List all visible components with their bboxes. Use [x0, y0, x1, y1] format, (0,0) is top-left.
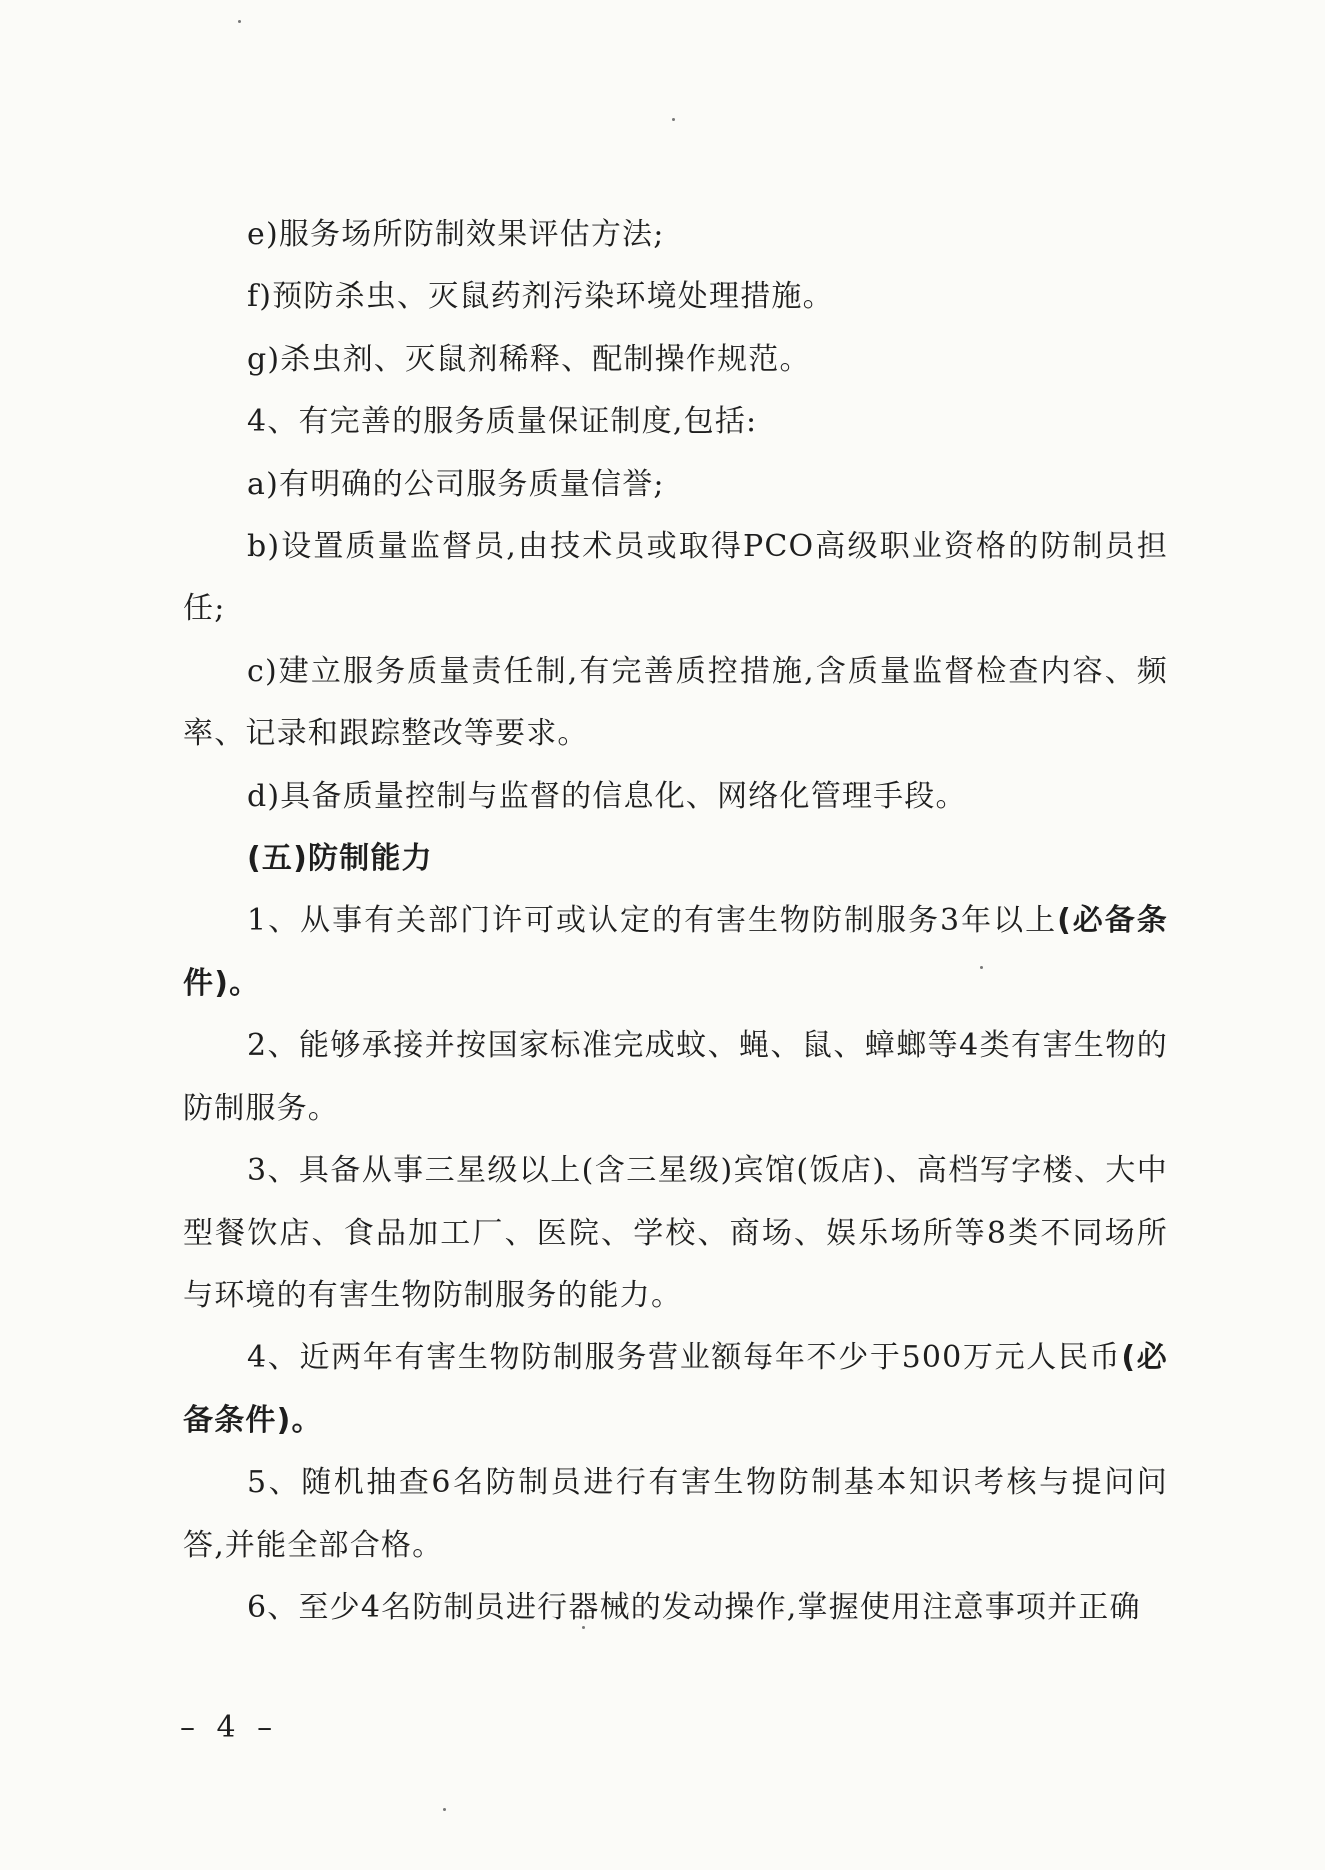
scan-speck	[582, 1626, 585, 1629]
paragraph-3e: e)服务场所防制效果评估方法;	[247, 217, 665, 252]
paragraph-capability-6: 6、至少4名防制员进行器械的发动操作,掌握使用注意事项并正确	[247, 1589, 1141, 1625]
paragraph-text: 1、从事有关部门许可或认定的有害生物防制服务3年以上	[247, 903, 1058, 939]
paragraph-capability-5: 5、随机抽查6名防制员进行有害生物防制基本知识考核与提问问答,并能全部合格。	[183, 1465, 1168, 1563]
scan-speck	[238, 20, 241, 23]
paragraph-4c: c)建立服务质量责任制,有完善质控措施,含质量监督检查内容、频率、记录和跟踪整改等要求。	[183, 653, 1168, 752]
paragraph-3f: f)预防杀虫、灭鼠药剂污染环境处理措施。	[247, 279, 834, 315]
paragraph-capability-1	[183, 890, 1168, 1015]
paragraph-4a: a)有明确的公司服务质量信誉;	[247, 466, 665, 502]
paragraph-3g: g)杀虫剂、灭鼠剂稀释、配制操作规范。	[247, 341, 811, 377]
scan-speck	[980, 966, 983, 969]
paragraph-capability-2: 2、能够承接并按国家标准完成蚊、蝇、鼠、蟑螂等4类有害生物的防制服务。	[183, 1028, 1168, 1126]
document-body	[183, 204, 1168, 1639]
paragraph-4d: d)具备质量控制与监督的信息化、网络化管理手段。	[247, 778, 967, 814]
paragraph-text: 4、近两年有害生物防制服务营业额每年不少于500万元人民币	[247, 1340, 1122, 1376]
paragraph-capability-4	[183, 1327, 1168, 1452]
scan-speck	[672, 118, 675, 121]
section-heading: (五)防制能力	[247, 841, 433, 877]
required-condition-label: (必备条件)。	[183, 1340, 1168, 1438]
scan-speck	[443, 1808, 446, 1811]
paragraph-4b: b)设置质量监督员,由技术员或取得PCO高级职业资格的防制员担任;	[183, 529, 1168, 627]
page-number: – 4 –	[180, 1710, 279, 1745]
required-condition-label: (必备条件)。	[183, 903, 1168, 1001]
paragraph-4: 4、有完善的服务质量保证制度,包括:	[247, 404, 758, 440]
paragraph-capability-3: 3、具备从事三星级以上(含三星级)宾馆(饭店)、高档写字楼、大中型餐饮店、食品加工厂、医院、学校、商场、娱乐场所等8类不同场所与环境的有害生物防制服务的能力。	[183, 1153, 1168, 1313]
